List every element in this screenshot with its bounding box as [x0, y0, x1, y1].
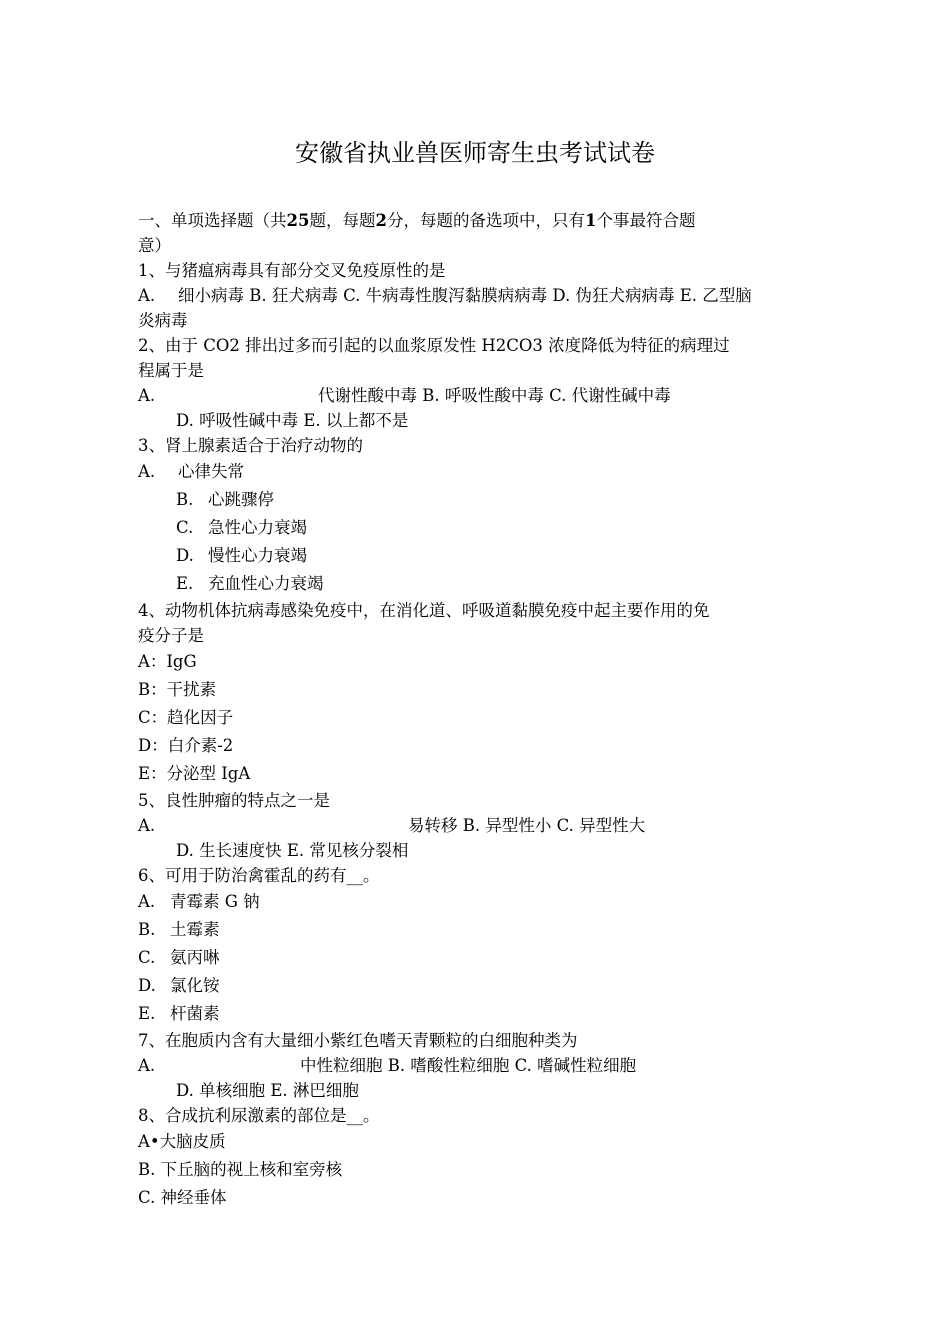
- question-6-option: C. 氨丙啉: [138, 948, 220, 967]
- question-1-options-cont: 炎病毒: [138, 311, 188, 330]
- question-3-option: E. 充血性心力衰竭: [176, 574, 324, 593]
- question-4-stem-cont: 疫分子是: [138, 626, 204, 645]
- question-1-stem: 1、与猪瘟病毒具有部分交叉免疫原性的是: [138, 261, 446, 280]
- question-6-option: D. 氯化铵: [138, 976, 220, 995]
- question-4-option: E：分泌型 IgA: [138, 764, 251, 783]
- question-2-stem-cont: 程属于是: [138, 361, 204, 380]
- question-4-option: A：IgG: [138, 652, 197, 671]
- question-2-options: A. 代谢性酸中毒 B. 呼吸性酸中毒 C. 代谢性碱中毒: [138, 386, 671, 405]
- question-4-stem: 4、动物机体抗病毒感染免疫中，在消化道、呼吸道黏膜免疫中起主要作用的免: [138, 601, 710, 620]
- question-4-option: D：白介素-2: [138, 736, 234, 755]
- exam-content: [138, 208, 828, 1212]
- document-title: 安徽省执业兽医师寄生虫考试试卷: [295, 139, 655, 167]
- question-6-option: E. 杆菌素: [138, 1004, 220, 1023]
- question-7-options: A. 中性粒细胞 B. 嗜酸性粒细胞 C. 嗜碱性粒细胞: [138, 1056, 637, 1075]
- question-7-options-cont: D. 单核细胞 E. 淋巴细胞: [176, 1081, 359, 1100]
- question-4-option: B：干扰素: [138, 680, 217, 699]
- question-3-option: D. 慢性心力衰竭: [176, 546, 307, 565]
- question-1-options: A. 细小病毒 B. 狂犬病毒 C. 牛病毒性腹泻黏膜病病毒 D. 伪狂犬病病毒 E. 乙型脑: [138, 286, 752, 305]
- question-8-option: C. 神经垂体: [138, 1188, 227, 1207]
- question-8-option: A•大脑皮质: [138, 1132, 226, 1151]
- question-3-option: A. 心律失常: [138, 462, 244, 481]
- question-5-options-cont: D. 生长速度快 E. 常见核分裂相: [176, 841, 409, 860]
- question-2-stem: 2、由于 CO2 排出过多而引起的以血浆原发性 H2CO3 浓度降低为特征的病理过: [138, 336, 730, 355]
- question-3-option: B. 心跳骤停: [176, 490, 274, 509]
- question-8-stem: 8、合成抗利尿激素的部位是__。: [138, 1106, 380, 1125]
- question-6-option: B. 土霉素: [138, 920, 220, 939]
- section-heading: 一、单项选择题（共25题，每题2分，每题的备选项中，只有1个事最符合题: [138, 211, 696, 230]
- question-2-options-cont: D. 呼吸性碱中毒 E. 以上都不是: [176, 411, 409, 430]
- question-5-stem: 5、良性肿瘤的特点之一是: [138, 791, 330, 810]
- question-4-option: C：趋化因子: [138, 708, 234, 727]
- question-5-options: A. 易转移 B. 异型性小 C. 异型性大: [138, 816, 646, 835]
- question-6-stem: 6、可用于防治禽霍乱的药有__。: [138, 866, 380, 885]
- question-3-stem: 3、肾上腺素适合于治疗动物的: [138, 436, 363, 455]
- question-8-option: B. 下丘脑的视上核和室旁核: [138, 1160, 343, 1179]
- section-heading-cont: 意）: [138, 236, 171, 255]
- question-3-option: C. 急性心力衰竭: [176, 518, 307, 537]
- question-7-stem: 7、在胞质内含有大量细小紫红色嗜天青颗粒的白细胞种类为: [138, 1031, 578, 1050]
- question-6-option: A. 青霉素 G 钠: [138, 892, 260, 911]
